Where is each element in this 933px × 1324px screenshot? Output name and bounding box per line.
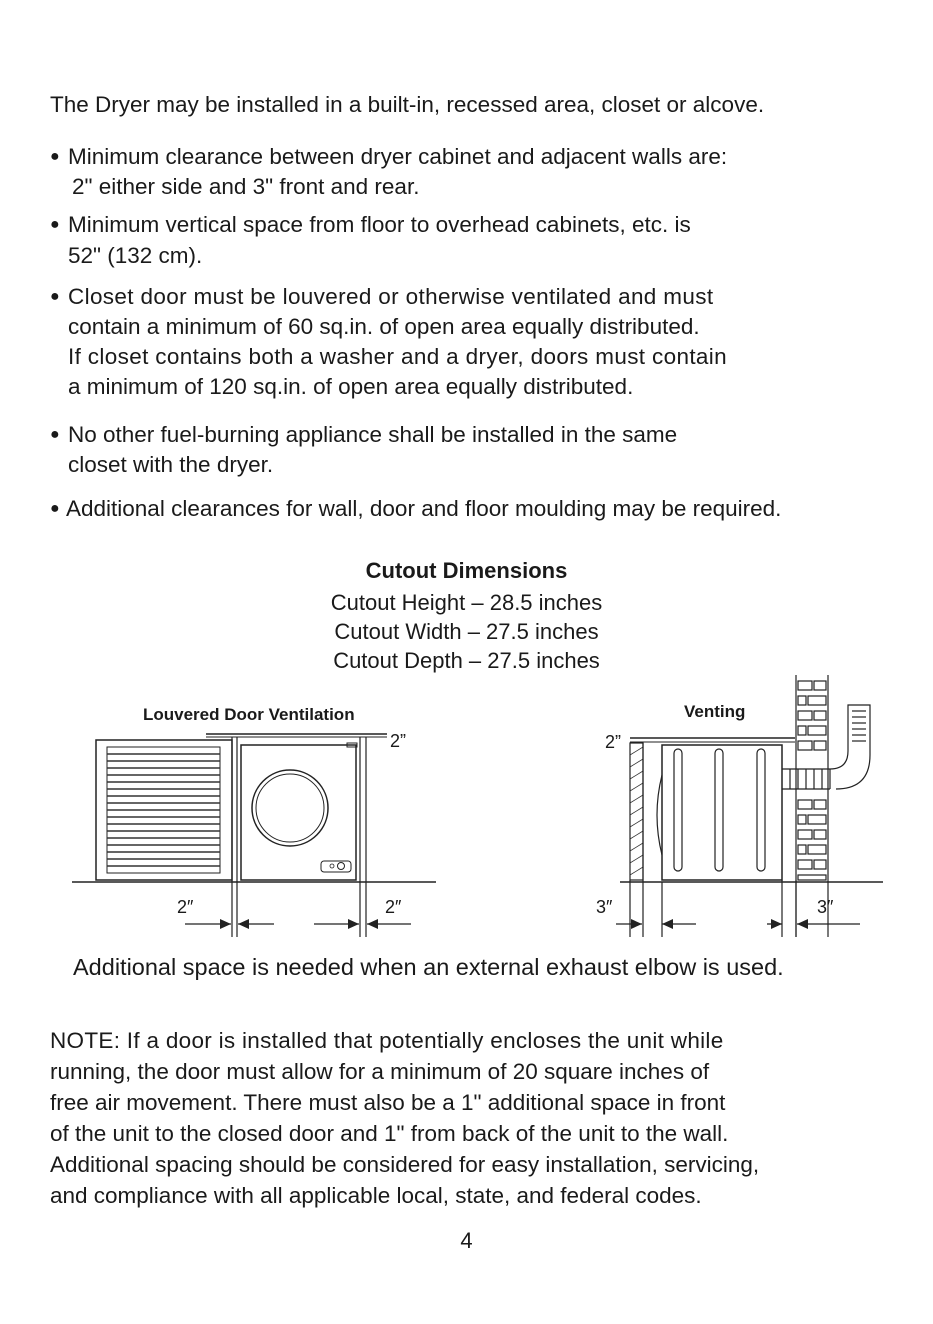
left-top-gap-label: 2” xyxy=(390,731,407,751)
intro-text: The Dryer may be installed in a built-in, recessed area, closet or alcove. xyxy=(50,92,765,117)
dryer-door xyxy=(252,770,328,846)
cutout-title: Cutout Dimensions xyxy=(365,558,568,583)
note-line-4: of the unit to the closed door and 1" from back of the unit to the wall. xyxy=(50,1121,729,1146)
bullet-dot: ● xyxy=(50,426,60,443)
cutout-width: Cutout Width – 27.5 inches xyxy=(334,619,599,644)
bullet-4-line-1: No other fuel-burning appliance shall be installed in the same xyxy=(68,422,678,447)
bullet-dot: ● xyxy=(50,216,60,233)
left-side-gap-label: 2″ xyxy=(177,897,194,917)
bullet-dot: ● xyxy=(50,500,60,517)
bullet-dot: ● xyxy=(50,288,60,305)
note-line-5: Additional spacing should be considered for easy installation, servicing, xyxy=(50,1152,760,1177)
note-line-1: NOTE: If a door is installed that potentially encloses the unit while xyxy=(50,1028,724,1053)
bullet-1-line-2: 2" either side and 3" front and rear. xyxy=(72,174,420,199)
bullet-3-line-1: Closet door must be louvered or otherwise ventilated and must xyxy=(68,284,714,309)
bullet-dot: ● xyxy=(50,148,60,165)
bullet-3-line-4: a minimum of 120 sq.in. of open area equally distributed. xyxy=(68,374,634,399)
rear-gap-label: 3″ xyxy=(817,897,834,917)
bullet-3-line-2: contain a minimum of 60 sq.in. of open area equally distributed. xyxy=(68,314,700,339)
bullet-4-line-2: closet with the dryer. xyxy=(68,452,274,477)
louvered-door-title: Louvered Door Ventilation xyxy=(143,705,355,724)
dryer-front xyxy=(241,745,356,880)
note-line-3: free air movement. There must also be a 1" additional space in front xyxy=(50,1090,726,1115)
front-gap-label: 3″ xyxy=(596,897,613,917)
venting-title: Venting xyxy=(684,702,746,721)
page-number: 4 xyxy=(460,1228,473,1253)
venting-top-gap-label: 2” xyxy=(605,732,622,752)
note-line-2: running, the door must allow for a minimum of 20 square inches of xyxy=(50,1059,710,1084)
louver-slats xyxy=(107,754,220,866)
bullet-2-line-2: 52" (132 cm). xyxy=(68,243,203,268)
bullet-3-line-3: If closet contains both a washer and a dryer, doors must contain xyxy=(68,344,728,369)
dryer-ribs xyxy=(674,749,765,871)
cutout-depth: Cutout Depth – 27.5 inches xyxy=(333,648,600,673)
bullet-5-line-1: Additional clearances for wall, door and floor moulding may be required. xyxy=(66,496,782,521)
control-panel xyxy=(321,861,351,872)
bullet-1-line-1: Minimum clearance between dryer cabinet and adjacent walls are: xyxy=(68,144,728,169)
cutout-height: Cutout Height – 28.5 inches xyxy=(330,590,603,615)
bullet-2-line-1: Minimum vertical space from floor to overhead cabinets, etc. is xyxy=(68,212,691,237)
venting-diagram xyxy=(590,675,890,940)
right-side-gap-label: 2″ xyxy=(385,897,402,917)
note-line-6: and compliance with all applicable local, state, and federal codes. xyxy=(50,1183,702,1208)
exhaust-elbow-note: Additional space is needed when an external exhaust elbow is used. xyxy=(73,954,784,980)
dryer-side xyxy=(662,745,782,880)
